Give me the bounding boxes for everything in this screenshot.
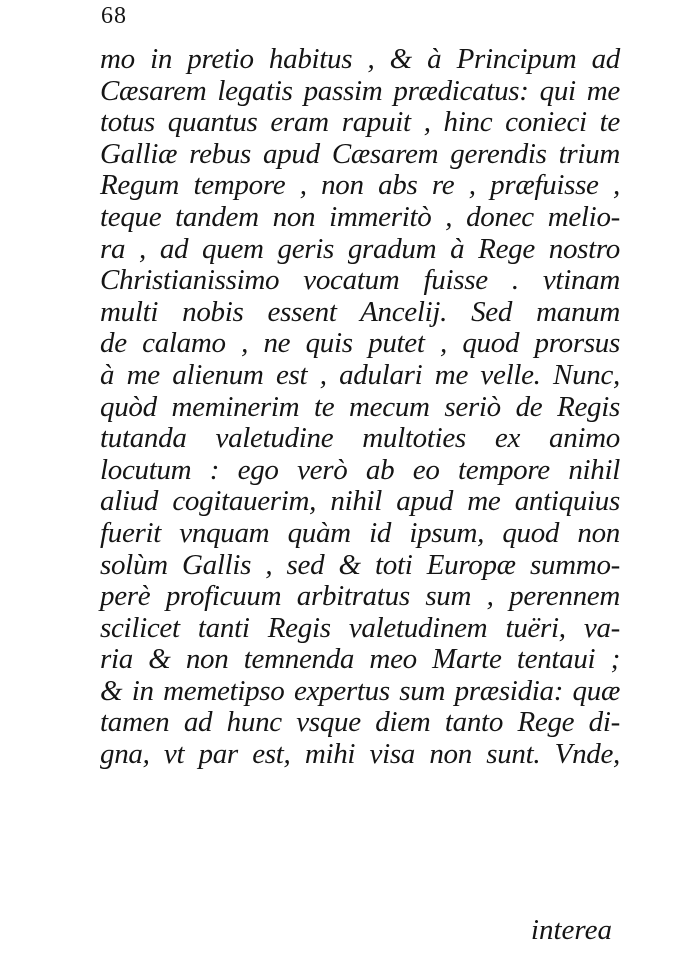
text-line: & in memetipso expertus sum præsidia: quæ [100,674,620,707]
text-line: solùm Gallis , sed & toti Europæ summo- [100,548,620,581]
text-line: locutum : ego verò ab eo tempore nihil [100,453,620,486]
text-line: totus quantus eram rapuit , hinc conieci te [100,106,620,139]
body-text [100,44,620,771]
text-line: Christianissimo vocatum fuisse . vtinam [100,264,620,297]
text-line: à me alienum est , adulari me velle. Nunc, [100,358,620,391]
text-line: fuerit vnquam quàm id ipsum, quod non [100,516,620,549]
text-line: mo in pretio habitus , & à Principum ad [100,43,620,75]
text-line: Regum tempore , non abs re , præfuisse , [100,169,620,202]
text-line: perè proficuum arbitratus sum , perennem [100,580,620,613]
text-line: ra , ad quem geris gradum à Rege nostro [100,232,620,265]
text-line: ria & non temnenda meo Marte tentaui ; [100,643,620,676]
text-line: teque tandem non immeritò , donec melio- [100,200,620,233]
catchword: interea [530,914,612,946]
text-line: scilicet tanti Regis valetudinem tuëri, va- [100,611,620,644]
text-line: quòd meminerim te mecum seriò de Regis [100,390,620,423]
text-line: tamen ad hunc vsque diem tanto Rege di- [100,706,620,739]
text-line: Cæsarem legatis passim prædicatus: qui me [100,74,620,107]
text-line: de calamo , ne quis putet , quod prorsus [100,327,620,360]
text-line: aliud cogitauerim, nihil apud me antiquius [100,485,620,518]
page-number: 68 [101,3,127,29]
text-line: gna, vt par est, mihi visa non sunt. Vnde, [100,738,620,771]
text-line: Galliæ rebus apud Cæsarem gerendis trium [100,137,620,170]
text-line: tutanda valetudine multoties ex animo [100,422,620,455]
text-line: multi nobis essent Ancelij. Sed manum [100,295,620,328]
